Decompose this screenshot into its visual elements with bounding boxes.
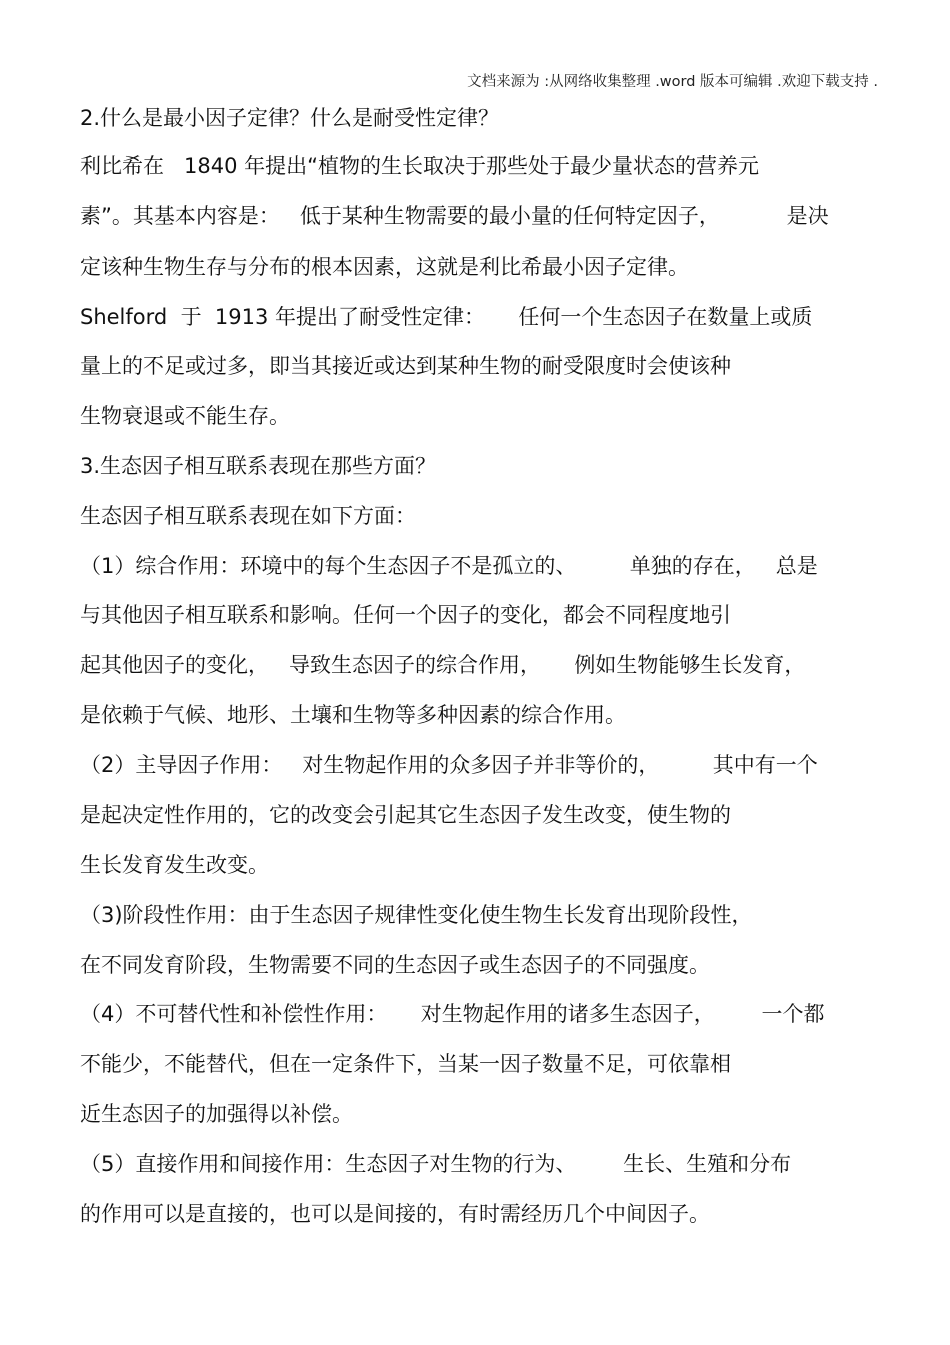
paragraph-line: 量上的不足或过多，即当其接近或达到某种生物的耐受限度时会使该种 <box>80 354 731 378</box>
paragraph-line: 素”。其基本内容是： 低于某种生物需要的最小量的任何特定因子， 是决 <box>80 204 829 228</box>
list-item-4-line: 近生态因子的加强得以补偿。 <box>80 1102 353 1126</box>
document-source-header: 文档来源为 :从网络收集整理 .word 版本可编辑 .欢迎下载支持 . <box>467 74 878 90</box>
question-3-heading: 3.生态因子相互联系表现在那些方面？ <box>80 454 437 478</box>
list-item-2-line: （2）主导因子作用： 对生物起作用的众多因子并非等价的， 其中有一个 <box>80 753 818 777</box>
list-item-3-line: （3)阶段性作用：由于生态因子规律性变化使生物生长发育出现阶段性， <box>80 903 753 927</box>
list-item-5-line: 的作用可以是直接的，也可以是间接的，有时需经历几个中间因子。 <box>80 1202 710 1226</box>
list-item-2-line: 是起决定性作用的，它的改变会引起其它生态因子发生改变，使生物的 <box>80 803 731 827</box>
list-item-1-line: 与其他因子相互联系和影响。任何一个因子的变化，都会不同程度地引 <box>80 603 731 627</box>
list-item-3-line: 在不同发育阶段，生物需要不同的生态因子或生态因子的不同强度。 <box>80 953 710 977</box>
list-item-4-line: 不能少，不能替代，但在一定条件下，当某一因子数量不足，可依靠相 <box>80 1052 731 1076</box>
list-item-4-line: （4）不可替代性和补偿性作用： 对生物起作用的诸多生态因子， 一个都 <box>80 1002 825 1026</box>
list-item-5-line: （5）直接作用和间接作用：生态因子对生物的行为、 生长、生殖和分布 <box>80 1152 792 1176</box>
paragraph-line: 定该种生物生存与分布的根本因素，这就是利比希最小因子定律。 <box>80 255 689 279</box>
list-item-1-line: 起其他因子的变化， 导致生态因子的综合作用， 例如生物能够生长发育， <box>80 653 806 677</box>
paragraph-line: 生态因子相互联系表现在如下方面： <box>80 504 416 528</box>
list-item-1-line: （1）综合作用：环境中的每个生态因子不是孤立的、 单独的存在， 总是 <box>80 554 818 578</box>
question-2-heading: 2.什么是最小因子定律？什么是耐受性定律？ <box>80 106 500 130</box>
list-item-1-line: 是依赖于气候、地形、土壤和生物等多种因素的综合作用。 <box>80 703 626 727</box>
list-item-2-line: 生长发育发生改变。 <box>80 853 269 877</box>
paragraph-line: 利比希在 1840 年提出“植物的生长取决于那些处于最少量状态的营养元 <box>80 154 760 178</box>
paragraph-line: Shelford 于 1913 年提出了耐受性定律： 任何一个生态因子在数量上或质 <box>80 305 813 329</box>
paragraph-line: 生物衰退或不能生存。 <box>80 404 290 428</box>
